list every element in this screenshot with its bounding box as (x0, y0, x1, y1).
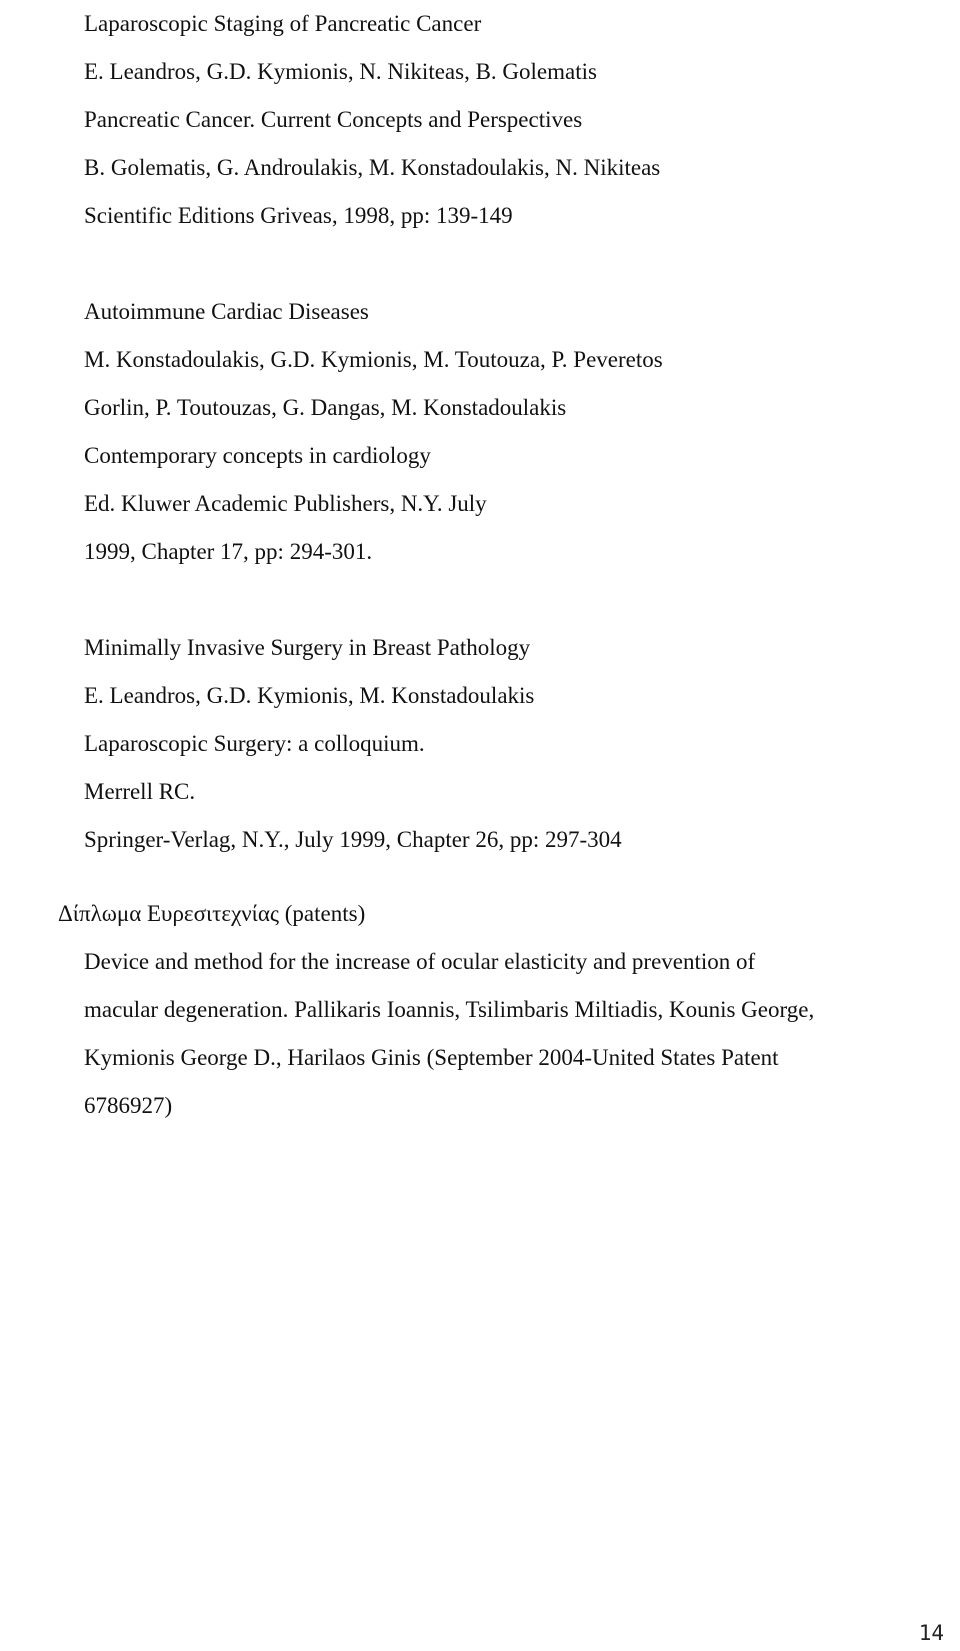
publication-line: E. Leandros, G.D. Kymionis, M. Konstadoulakis (84, 683, 535, 708)
publication-entry (84, 288, 944, 576)
patents-section (58, 890, 948, 1130)
entry-spacer (84, 576, 944, 624)
publication-line: M. Konstadoulakis, G.D. Kymionis, M. Toutouza, P. Peveretos (84, 347, 663, 372)
publication-line: E. Leandros, G.D. Kymionis, N. Nikiteas, B. Golematis (84, 59, 597, 84)
patents-heading: Δίπλωμα Ευρεσιτεχνίας (patents) (58, 901, 366, 926)
publication-line: Springer-Verlag, N.Y., July 1999, Chapter 26, pp: 297-304 (84, 827, 622, 852)
page-number: 14 (918, 1621, 944, 1645)
publication-line: Merrell RC. (84, 779, 196, 804)
publication-line: Scientific Editions Griveas, 1998, pp: 139-149 (84, 203, 513, 228)
publication-line: 1999, Chapter 17, pp: 294-301. (84, 539, 373, 564)
publication-title: Autoimmune Cardiac Diseases (84, 299, 369, 324)
publication-title: Laparoscopic Staging of Pancreatic Cancer (84, 11, 482, 36)
publication-line: B. Golematis, G. Androulakis, M. Konstadoulakis, N. Nikiteas (84, 155, 661, 180)
publication-line: Laparoscopic Surgery: a colloquium. (84, 731, 425, 756)
publication-title: Minimally Invasive Surgery in Breast Pathology (84, 635, 531, 660)
publication-line: Ed. Kluwer Academic Publishers, N.Y. July (84, 491, 487, 516)
publication-line: Contemporary concepts in cardiology (84, 443, 431, 468)
patent-entry (84, 938, 948, 1130)
patent-line: macular degeneration. Pallikaris Ioannis, Tsilimbaris Miltiadis, Kounis George, (84, 997, 815, 1022)
publication-line: Gorlin, P. Toutouzas, G. Dangas, M. Konstadoulakis (84, 395, 567, 420)
patent-line: 6786927) (84, 1093, 173, 1118)
patent-line: Kymionis George D., Harilaos Ginis (September 2004-United States Patent (84, 1045, 779, 1070)
publication-list (84, 0, 944, 864)
publication-line: Pancreatic Cancer. Current Concepts and Perspectives (84, 107, 583, 132)
publication-entry (84, 0, 944, 240)
entry-spacer (84, 240, 944, 288)
publication-entry (84, 624, 944, 864)
patent-line: Device and method for the increase of ocular elasticity and prevention of (84, 949, 756, 974)
